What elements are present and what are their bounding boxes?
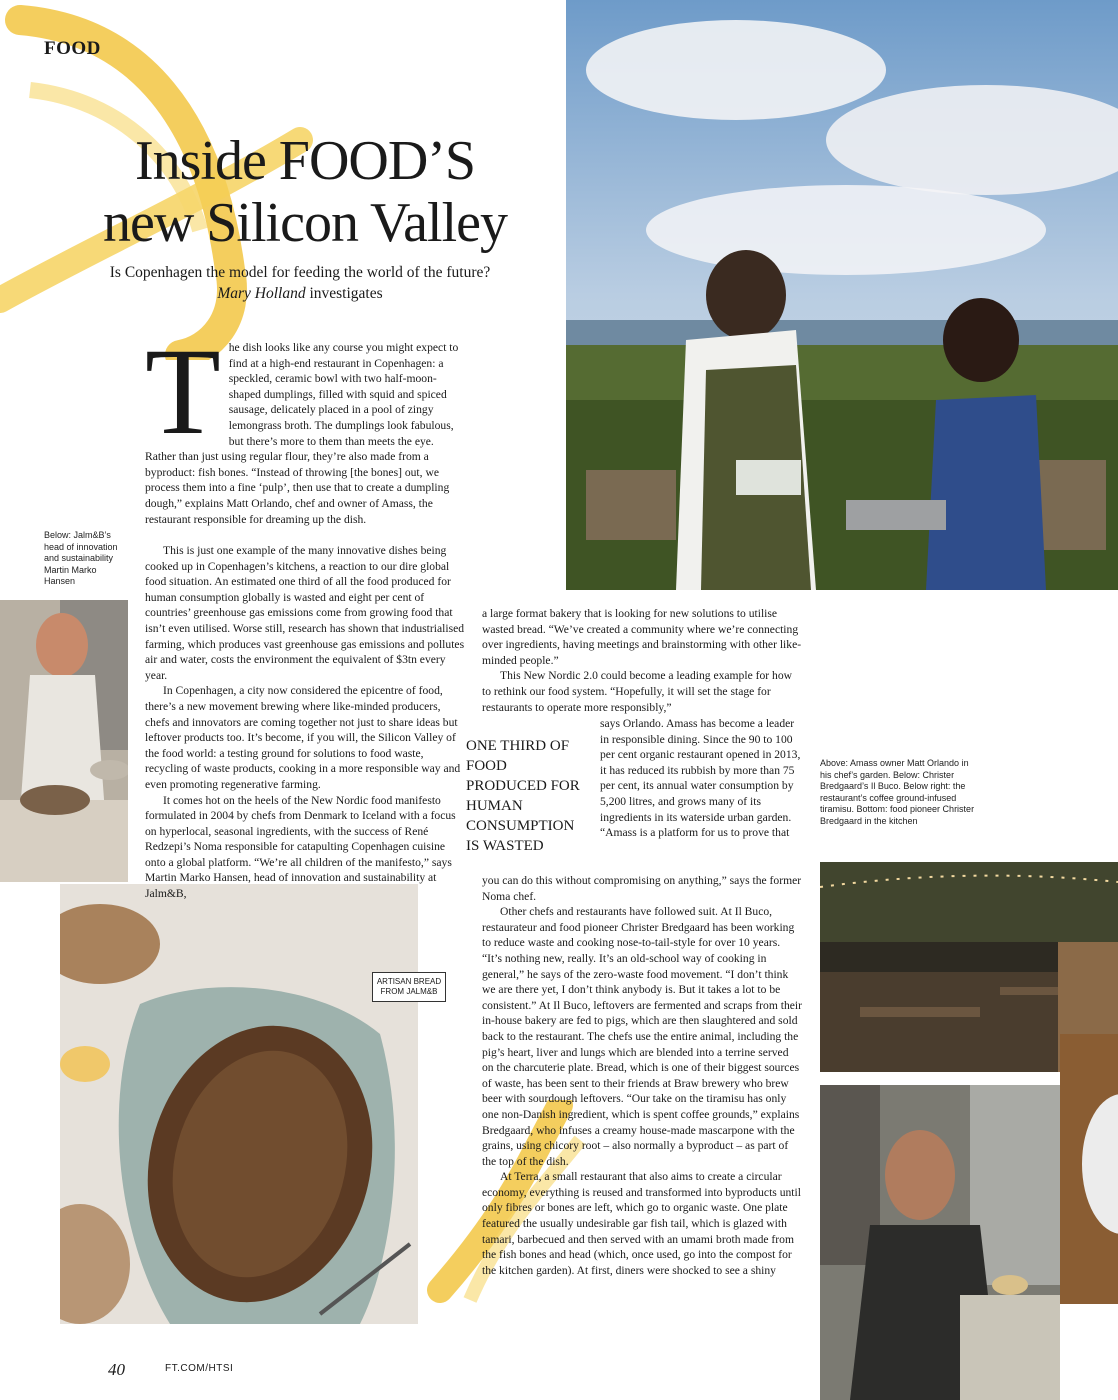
headline-line-1: Inside FOOD’S	[134, 130, 476, 192]
col1-paragraph-1: he dish looks like any course you might expect to find at a high-end restaurant in Copenhagen: a speckled, ceramic bowl with two half-moon-shaped dumplings, filled with squid and spiced sausage, delicately placed in a pool of zingy lemongrass broth. The dumplings look fabulous, but there’s more to them than meets the eye. Rather than just using regular flour, they’re also made from a byproduct: fish bones. “Instead of throwing [the bones] out, we process them into a fine ‘pulp’, then use that to create a dumpling dough,” explains Matt Orlando, chef and owner of Amass, the restaurant responsible for dreaming up the dish.	[145, 341, 459, 526]
article-column-1	[145, 323, 467, 527]
article-column-1-lower	[145, 543, 467, 902]
headline	[60, 130, 550, 254]
page-number: 40	[108, 1360, 125, 1379]
garden-photo	[566, 0, 1118, 590]
col2-wrap-text: says Orlando. Amass has become a leader in responsible dining. Since the 90 to 100 per cent organic restaurant opened in 2013, it has reduced its rubbish by more than 75 per cent, its annual water consumption by 5,200 litres, and grows many of its ingredients in its waterside urban garden. “Amass is a platform for us to prove that	[600, 717, 801, 840]
tiramisu-photo	[1060, 1034, 1118, 1304]
bakery-photo	[0, 600, 128, 882]
col2-paragraph-2: This New Nordic 2.0 could become a leading example for how to rethink our food system. “Hopefully, it will set the stage for restaurants to operate more responsibly,”	[482, 669, 793, 714]
section-label: FOOD	[44, 38, 101, 59]
caption-right: Above: Amass owner Matt Orlando in his chef’s garden. Below: Christer Bredgaard’s Il Buco. Below right: the restaurant’s coffee ground-infused tiramisu. Bottom: food pioneer Christer Bredgaard in the kitchen	[820, 758, 975, 826]
col2-paragraph-5: At Terra, a small restaurant that also aims to create a circular economy, everything is reused and transformed into byproducts until only fibres or bones are left, which go to organic waste. One plate featured the usually undesirable gar fish tail, which is glazed with tamari, barbecued and then served with an umami broth made from the fish bones and head (which, once used, go into the compost for the kitchen garden). At first, diners were shocked to see a shiny	[482, 1170, 801, 1277]
photo-tag: ARTISAN BREAD FROM JALM&B	[372, 972, 446, 1002]
headline-line-2: new Silicon Valley	[102, 192, 508, 254]
article-column-2-wrap	[600, 716, 802, 841]
article-column-2-top	[482, 606, 802, 715]
standfirst-text: Is Copenhagen the model for feeding the world of the future?	[109, 264, 491, 281]
article-column-2-bottom	[482, 873, 802, 1278]
standfirst	[100, 262, 500, 304]
standfirst-suffix: investigates	[309, 285, 383, 302]
col2-paragraph-4: Other chefs and restaurants have followed suit. At Il Buco, restaurateur and food pioneer Christer Bredgaard has been working to reduce waste and cooking nose-to-tail-style for over 10 years. “It’s nothing new, really. It’s an old-school way of cooking in general,” he says of the zero-waste food movement. “I don’t think we are there yet, I don’t think anybody is. But it takes a lot to be consistent.” At Il Buco, leftovers are fermented and scraps from their in-house bakery are fed to pigs, which are then slaughtered and sold back to the restaurant. The chefs use the entire animal, including the pig’s heart, liver and lungs which are blended into a terrine served on the charcuterie plate. Bread, which is one of their biggest sources of waste, has been sent to their friends at Braw brewery who brew beer with sourdough leftovers. “Our take on the tiramisu has only one non-Danish ingredient, which is spent coffee grounds,” explains Bredgaard, who infuses a creamy house-made mascarpone with the grains, using chicory root – also normally a byproduct – as part of the top of the dish.	[482, 905, 803, 1168]
standfirst-author: Mary Holland	[217, 285, 306, 302]
pull-quote: ONE THIRD OF FOOD PRODUCED FOR HUMAN CONSUMPTION IS WASTED	[466, 738, 580, 854]
kitchen-photo	[820, 1085, 1060, 1400]
col2-paragraph-3: you can do this without compromising on anything,” says the former Noma chef.	[482, 874, 802, 903]
col2-paragraph-1: a large format bakery that is looking for new solutions to utilise wasted bread. “We’ve created a community where we’re connecting over ingredients, having meetings and brainstorming with other like-minded people.”	[482, 607, 802, 667]
drop-cap: T	[145, 323, 221, 460]
col1-paragraph-2: This is just one example of the many innovative dishes being cooked up in Copenhagen’s kitchens, a reaction to our dire global food situation. An estimated one third of all the food produced for human consumption globally is wasted and eight per cent of countries’ greenhouse gas emissions come from growing food that isn’t even utilised. Worse still, research has shown that industrialised farming, which produces vast greenhouse gas emissions and pollutes air and water, costs the environment the equivalent of $3tn every year.	[145, 544, 465, 682]
caption-left: Below: Jalm&B’s head of innovation and sustainability Martin Marko Hansen	[44, 530, 118, 586]
bread-photo	[60, 884, 418, 1324]
col1-paragraph-3: In Copenhagen, a city now considered the epicentre of food, there’s a new movement brewing where like-minded producers, chefs and innovators are coming together not just to share ideas but leftover products too. It’s become, if you will, the Silicon Valley of the food world: a testing ground for solutions to food waste, recycling of waste products, cooking in a more responsible way and even promoting regenerative farming.	[145, 684, 461, 791]
footer-url: FT.COM/HTSI	[165, 1363, 234, 1374]
col1-paragraph-4: It comes hot on the heels of the New Nordic food manifesto formulated in 2004 by chefs from Denmark to Iceland with a focus on hyperlocal, seasonal ingredients, with the success of René Redzepi’s Noma responsible for catapulting Copenhagen cuisine onto a global platform. “We’re all children of the manifesto,” says Martin Marko Hansen, head of innovation and sustainability at Jalm&B,	[145, 793, 456, 901]
